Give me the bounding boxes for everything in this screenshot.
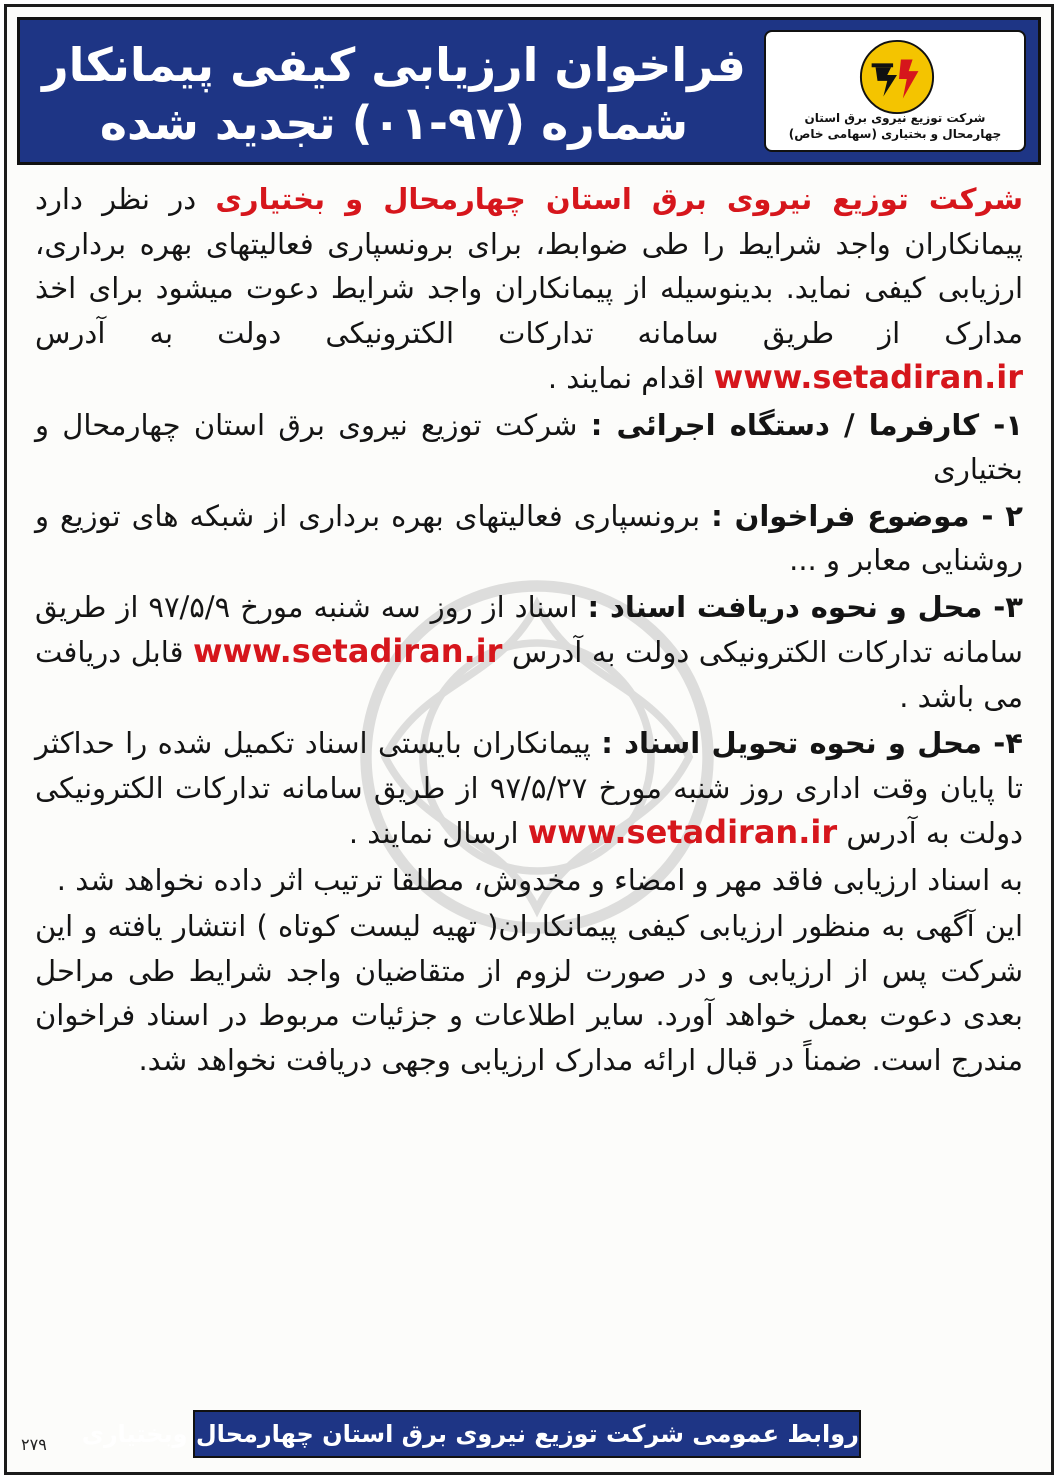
notice-title [40,36,748,152]
notice-body [35,177,1023,1082]
setadiran-link[interactable]: www.setadiran.ir [713,358,1023,396]
intro-text-2: اقدام نمایند . [547,361,714,395]
item-1-heading: ۱- کارفرما / دستگاه اجرائی : [590,407,1024,442]
item-3-heading: ۳- محل و نحوه دریافت اسناد : [587,589,1023,624]
item-1-text: شرکت توزیع نیروی برق استان چهارمحال و بختیاری [35,407,1023,486]
item-document-delivery [35,721,1023,856]
item-4-text: پیمانکاران بایستی اسناد تکمیل شده را حداکثر تا پایان وقت اداری روز شنبه مورخ ۹۷/۵/۲۷ از طریق سامانه تدارکات الکترونیکی دولت به آدرس [35,726,1023,850]
page-number: ۲۷۹ [21,1435,47,1454]
item-4-text-2: ارسال نمایند . [348,816,528,850]
item-3-text-2: قابل دریافت می باشد . [35,635,1023,714]
tender-notice [4,4,1054,1475]
company-name: شرکت توزیع نیروی برق استان چهارمحال و بختیاری [215,182,1023,216]
item-employer [35,403,1023,492]
intro-paragraph [35,177,1023,401]
power-company-logo-icon [858,38,936,116]
note-seal-signature: به اسناد ارزیابی فاقد مهر و امضاء و مخدوش، مطلقا ترتیب اثر داده نخواهد شد . [56,862,1023,897]
item-3-link[interactable]: www.setadiran.ir [193,632,503,670]
company-logo-box [764,30,1026,152]
title-line-2: شماره (۹۷-۰۱) تجدید شده [99,96,689,150]
intro-text-1: در نظر دارد پیمانکاران واجد شرایط را طی ضوابط، برای برونسپاری فعالیتهای بهره برداری، ارزیابی کیفی نماید. بدینوسیله از پیمانکاران واجد شرایط دعوت میشود برای اخذ مدارک از طریق سامانه تدارکات الکترونیکی دولت به آدرس [35,182,1023,350]
item-2-heading: ۲ - موضوع فراخوان : [711,498,1023,533]
logo-caption-line-2: چهارمحال و بختیاری (سهامی خاص) [788,127,1002,141]
header-banner [17,17,1041,165]
item-document-receipt [35,585,1023,720]
note-shortlist: این آگهی به منظور ارزیابی کیفی پیمانکاران( تهیه لیست کوتاه ) انتشار یافته و این شرکت پس از ارزیابی و در صورت لزوم از متقاضیان واجد شرایط طی مراحل بعدی دعوت بعمل خواهد آورد. سایر اطلاعات و جزئیات مربوط در اسناد فراخوان مندرج است. ضمناً در قبال ارائه مدارک ارزیابی وجهی دریافت نخواهد شد. [35,909,1023,1077]
title-line-1: فراخوان ارزیابی کیفی پیمانکار [42,38,746,92]
item-3-text: اسناد از روز سه شنبه مورخ ۹۷/۵/۹ از طریق سامانه تدارکات الکترونیکی دولت به آدرس [35,589,1023,669]
item-subject [35,494,1023,583]
item-2-text: برونسپاری فعالیتهای بهره برداری از شبکه های توزیع و روشنایی معابر و ... [35,498,1023,577]
item-4-link[interactable]: www.setadiran.ir [527,813,838,851]
footer-public-relations: روابط عمومی شرکت توزیع نیروی برق استان چهارمحال وبختیاری [193,1410,861,1458]
item-4-heading: ۴- محل و نحوه تحویل اسناد : [601,726,1023,760]
logo-caption [772,110,1018,142]
logo-caption-line-1: شرکت توزیع نیروی برق استان [804,111,986,125]
